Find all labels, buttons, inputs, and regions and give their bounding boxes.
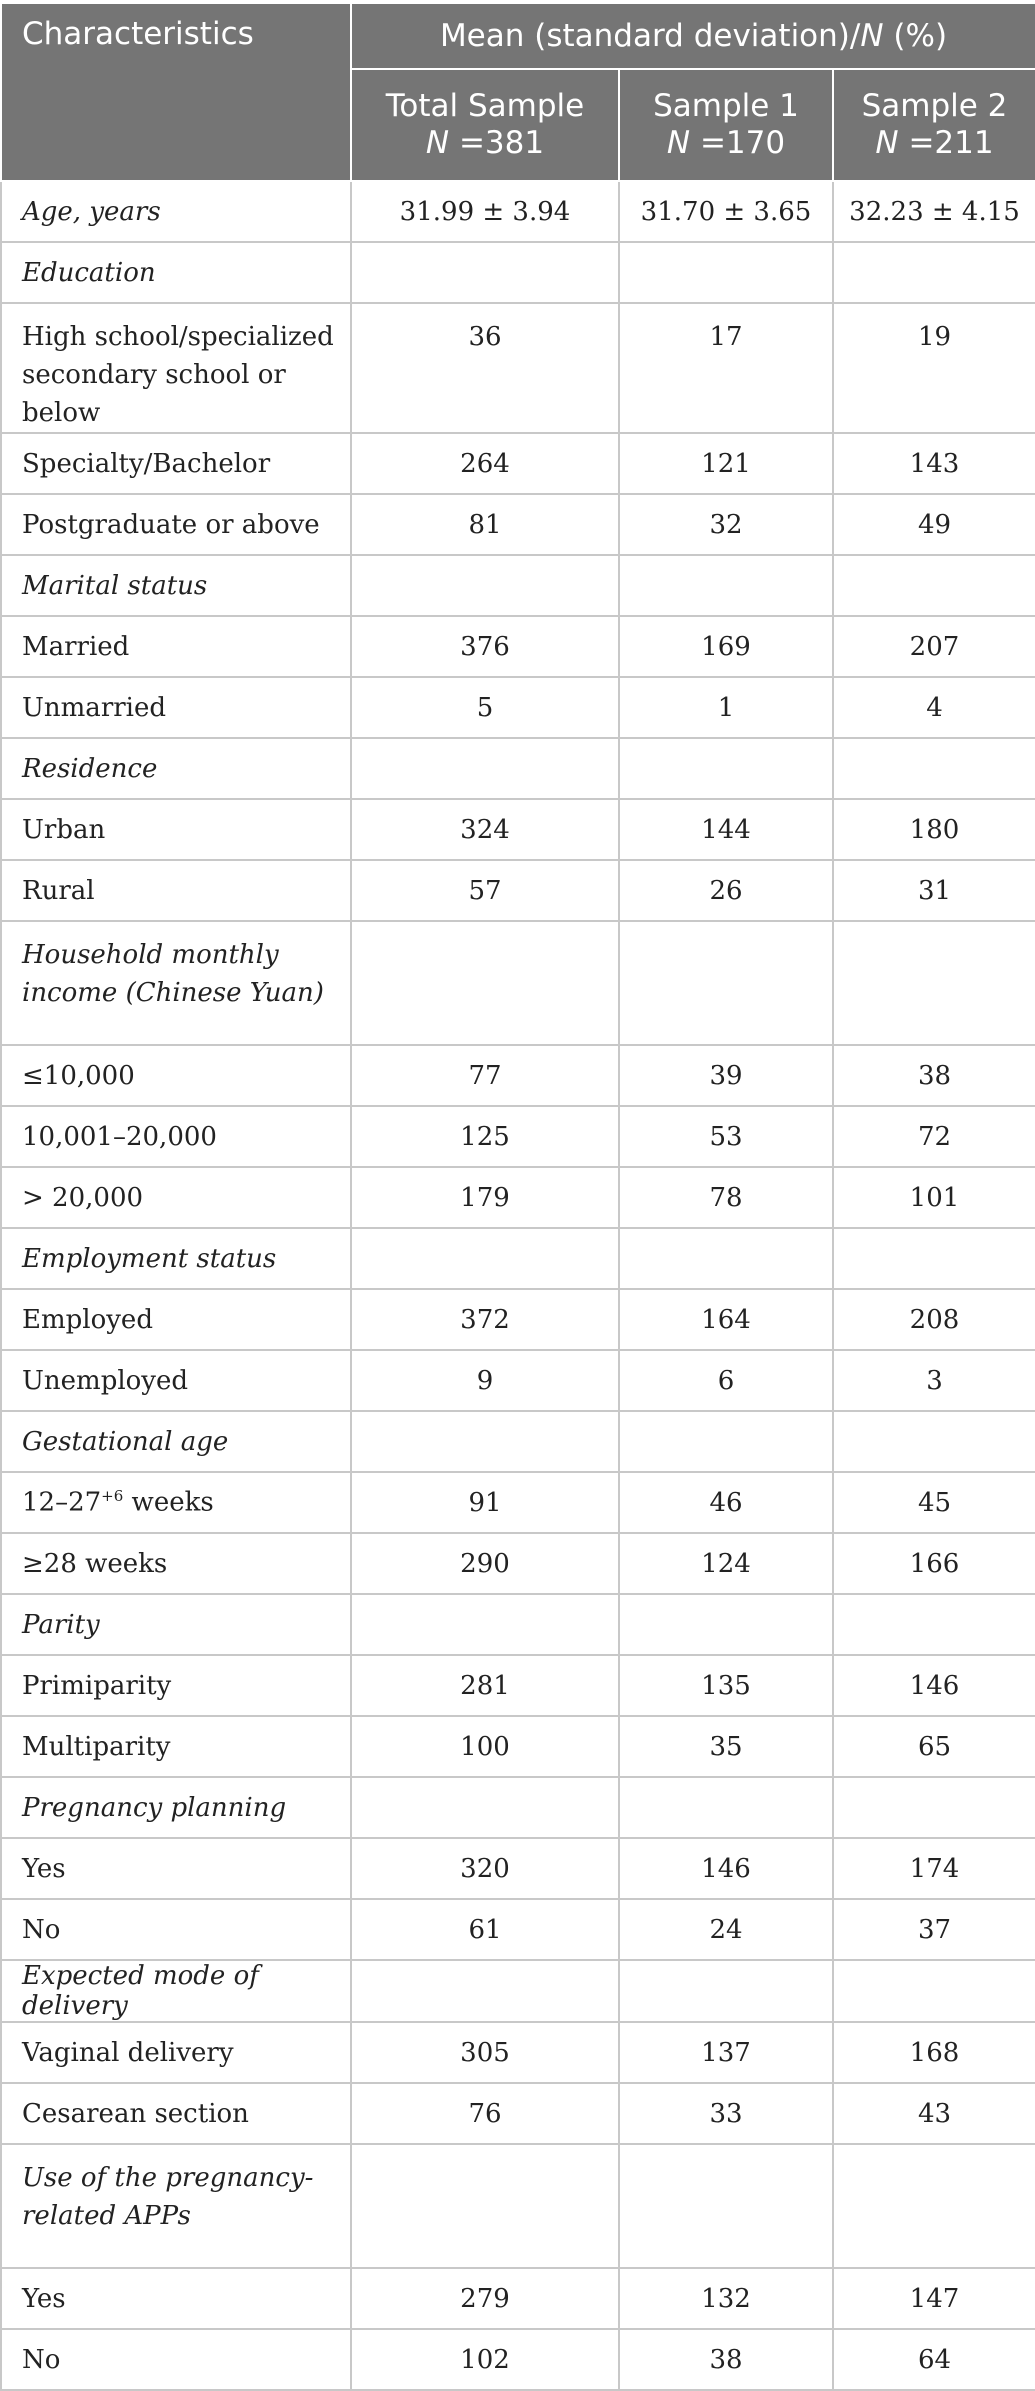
row-label: > 20,000 [1, 1167, 351, 1228]
cell-sample-2: 143 [833, 433, 1035, 494]
table-row [1, 1167, 1035, 1228]
cell-sample-1 [619, 921, 833, 1045]
row-label: Urban [1, 799, 351, 860]
cell-sample-2: 168 [833, 2022, 1035, 2083]
row-label: Residence [1, 738, 351, 799]
table-row [1, 2329, 1035, 2390]
row-label: 10,001–20,000 [1, 1106, 351, 1167]
header-col-title: Sample 1 [653, 88, 799, 124]
cell-sample-1: 35 [619, 1716, 833, 1777]
cell-sample-2: 166 [833, 1533, 1035, 1594]
table-row [1, 555, 1035, 616]
header-col-n: N =170 [666, 125, 786, 161]
cell-total-sample: 9 [351, 1350, 619, 1411]
row-label: ≤10,000 [1, 1045, 351, 1106]
cell-sample-2 [833, 1960, 1035, 2022]
table-row [1, 1289, 1035, 1350]
cell-sample-1: 169 [619, 616, 833, 677]
cell-total-sample: 264 [351, 433, 619, 494]
row-label: Rural [1, 860, 351, 921]
table-row [1, 494, 1035, 555]
header-row-top [1, 3, 1035, 69]
row-label: $12-27^{+6}$ weeks [1, 1472, 351, 1533]
table-row [1, 921, 1035, 1045]
cell-sample-1: 164 [619, 1289, 833, 1350]
table-row [1, 1716, 1035, 1777]
header-col-n: N =381 [425, 125, 545, 161]
cell-sample-2: 19 [833, 303, 1035, 433]
cell-sample-1 [619, 1411, 833, 1472]
cell-sample-1 [619, 1228, 833, 1289]
row-label: Parity [1, 1594, 351, 1655]
table-row [1, 242, 1035, 303]
table-row [1, 1899, 1035, 1960]
table-row [1, 2268, 1035, 2329]
cell-sample-2: 31 [833, 860, 1035, 921]
cell-sample-1: 53 [619, 1106, 833, 1167]
header-span-text: Mean (standard deviation)/ [439, 18, 861, 54]
table-row [1, 1838, 1035, 1899]
cell-total-sample [351, 921, 619, 1045]
cell-sample-1 [619, 738, 833, 799]
row-label: Specialty/Bachelor [1, 433, 351, 494]
table-row [1, 1228, 1035, 1289]
table-row [1, 1472, 1035, 1533]
cell-total-sample [351, 738, 619, 799]
cell-total-sample: 61 [351, 1899, 619, 1960]
cell-sample-2: 45 [833, 1472, 1035, 1533]
cell-sample-1: 1 [619, 677, 833, 738]
cell-sample-2: 49 [833, 494, 1035, 555]
cell-sample-2: 3 [833, 1350, 1035, 1411]
cell-sample-2: 32.23 ± 4.15 [833, 181, 1035, 242]
cell-sample-1: 124 [619, 1533, 833, 1594]
cell-total-sample [351, 242, 619, 303]
header-total-sample [351, 69, 619, 181]
cell-sample-1: 137 [619, 2022, 833, 2083]
cell-sample-2: 208 [833, 1289, 1035, 1350]
table-header [1, 3, 1035, 181]
row-label: Gestational age [1, 1411, 351, 1472]
cell-sample-2: 180 [833, 799, 1035, 860]
table-row [1, 2083, 1035, 2144]
table-row [1, 1533, 1035, 1594]
cell-total-sample: 81 [351, 494, 619, 555]
cell-total-sample: 376 [351, 616, 619, 677]
cell-total-sample: 281 [351, 1655, 619, 1716]
table-row [1, 2022, 1035, 2083]
cell-sample-1: 33 [619, 2083, 833, 2144]
cell-total-sample: 125 [351, 1106, 619, 1167]
row-label: Age, years [1, 181, 351, 242]
cell-sample-1: 26 [619, 860, 833, 921]
cell-sample-1: 78 [619, 1167, 833, 1228]
table-row [1, 738, 1035, 799]
header-col-title: Total Sample [385, 88, 585, 124]
cell-sample-1 [619, 1777, 833, 1838]
table-row [1, 1960, 1035, 2022]
cell-sample-2: 147 [833, 2268, 1035, 2329]
cell-total-sample: 324 [351, 799, 619, 860]
table-body [1, 181, 1035, 2390]
row-label: Education [1, 242, 351, 303]
cell-total-sample: 290 [351, 1533, 619, 1594]
row-label: Employment status [1, 1228, 351, 1289]
table-row [1, 1594, 1035, 1655]
cell-total-sample [351, 1777, 619, 1838]
row-label: Expected mode of delivery [1, 1960, 351, 2022]
characteristics-table [0, 2, 1035, 2391]
cell-sample-2: 43 [833, 2083, 1035, 2144]
cell-sample-1: 38 [619, 2329, 833, 2390]
cell-sample-2 [833, 1411, 1035, 1472]
cell-sample-1 [619, 242, 833, 303]
cell-total-sample [351, 1960, 619, 2022]
cell-sample-1: 46 [619, 1472, 833, 1533]
table-row [1, 181, 1035, 242]
table-row [1, 2144, 1035, 2268]
row-label: Cesarean section [1, 2083, 351, 2144]
header-characteristics: Characteristics [1, 3, 351, 181]
row-label: Unemployed [1, 1350, 351, 1411]
header-col-title: Sample 2 [861, 88, 1008, 124]
cell-sample-2: 207 [833, 616, 1035, 677]
cell-sample-2 [833, 555, 1035, 616]
cell-sample-2 [833, 1594, 1035, 1655]
cell-sample-1: 17 [619, 303, 833, 433]
cell-sample-2: 101 [833, 1167, 1035, 1228]
row-label: Household monthly income (Chinese Yuan) [1, 921, 351, 1045]
cell-total-sample [351, 555, 619, 616]
cell-total-sample: 179 [351, 1167, 619, 1228]
cell-total-sample: 102 [351, 2329, 619, 2390]
cell-sample-2: 37 [833, 1899, 1035, 1960]
cell-total-sample: 76 [351, 2083, 619, 2144]
cell-sample-1: 146 [619, 1838, 833, 1899]
row-label: ≥28 weeks [1, 1533, 351, 1594]
cell-sample-2: 65 [833, 1716, 1035, 1777]
table-row [1, 1045, 1035, 1106]
cell-sample-2 [833, 2144, 1035, 2268]
cell-sample-1 [619, 555, 833, 616]
table-row [1, 433, 1035, 494]
cell-total-sample [351, 2144, 619, 2268]
table-row [1, 799, 1035, 860]
row-label: High school/specialized secondary school or below [1, 303, 351, 433]
cell-sample-1: 32 [619, 494, 833, 555]
cell-sample-1: 24 [619, 1899, 833, 1960]
row-label: Vaginal delivery [1, 2022, 351, 2083]
cell-sample-2: 72 [833, 1106, 1035, 1167]
cell-sample-2: 4 [833, 677, 1035, 738]
cell-sample-2: 146 [833, 1655, 1035, 1716]
cell-sample-1: 39 [619, 1045, 833, 1106]
table-row [1, 1655, 1035, 1716]
cell-sample-1 [619, 2144, 833, 2268]
header-span-n: N [860, 18, 884, 54]
row-label: Yes [1, 1838, 351, 1899]
cell-sample-2: 174 [833, 1838, 1035, 1899]
row-label: Married [1, 616, 351, 677]
cell-total-sample: 31.99 ± 3.94 [351, 181, 619, 242]
cell-total-sample: 91 [351, 1472, 619, 1533]
cell-total-sample: 36 [351, 303, 619, 433]
row-label: Yes [1, 2268, 351, 2329]
cell-total-sample: 305 [351, 2022, 619, 2083]
cell-total-sample [351, 1594, 619, 1655]
row-label: Postgraduate or above [1, 494, 351, 555]
cell-total-sample: 5 [351, 677, 619, 738]
cell-sample-2 [833, 242, 1035, 303]
cell-sample-1: 135 [619, 1655, 833, 1716]
table-row [1, 1106, 1035, 1167]
table-row [1, 1350, 1035, 1411]
cell-sample-1: 6 [619, 1350, 833, 1411]
cell-total-sample: 279 [351, 2268, 619, 2329]
cell-sample-1: 132 [619, 2268, 833, 2329]
cell-total-sample: 372 [351, 1289, 619, 1350]
cell-total-sample: 77 [351, 1045, 619, 1106]
cell-total-sample [351, 1228, 619, 1289]
cell-sample-1: 121 [619, 433, 833, 494]
header-span [351, 3, 1035, 69]
cell-total-sample [351, 1411, 619, 1472]
cell-sample-2 [833, 921, 1035, 1045]
header-sample-2 [833, 69, 1035, 181]
cell-sample-1: 144 [619, 799, 833, 860]
cell-sample-2 [833, 738, 1035, 799]
header-col-n: N =211 [875, 125, 994, 161]
cell-sample-2: 64 [833, 2329, 1035, 2390]
table-row [1, 860, 1035, 921]
row-label: No [1, 2329, 351, 2390]
row-label: Primiparity [1, 1655, 351, 1716]
cell-total-sample: 57 [351, 860, 619, 921]
table-row [1, 303, 1035, 433]
table-row [1, 1411, 1035, 1472]
cell-sample-1 [619, 1960, 833, 2022]
cell-sample-1: 31.70 ± 3.65 [619, 181, 833, 242]
table-row [1, 677, 1035, 738]
header-span-pct: (%) [883, 18, 948, 54]
row-label: Use of the pregnancy-related APPs [1, 2144, 351, 2268]
cell-sample-2: 38 [833, 1045, 1035, 1106]
cell-sample-2 [833, 1777, 1035, 1838]
row-label: No [1, 1899, 351, 1960]
row-label: Unmarried [1, 677, 351, 738]
cell-sample-1 [619, 1594, 833, 1655]
row-label: Pregnancy planning [1, 1777, 351, 1838]
header-sample-1 [619, 69, 833, 181]
cell-sample-2 [833, 1228, 1035, 1289]
row-label: Multiparity [1, 1716, 351, 1777]
row-label: Marital status [1, 555, 351, 616]
cell-total-sample: 320 [351, 1838, 619, 1899]
table-row [1, 616, 1035, 677]
row-label: Employed [1, 1289, 351, 1350]
table-row [1, 1777, 1035, 1838]
cell-total-sample: 100 [351, 1716, 619, 1777]
